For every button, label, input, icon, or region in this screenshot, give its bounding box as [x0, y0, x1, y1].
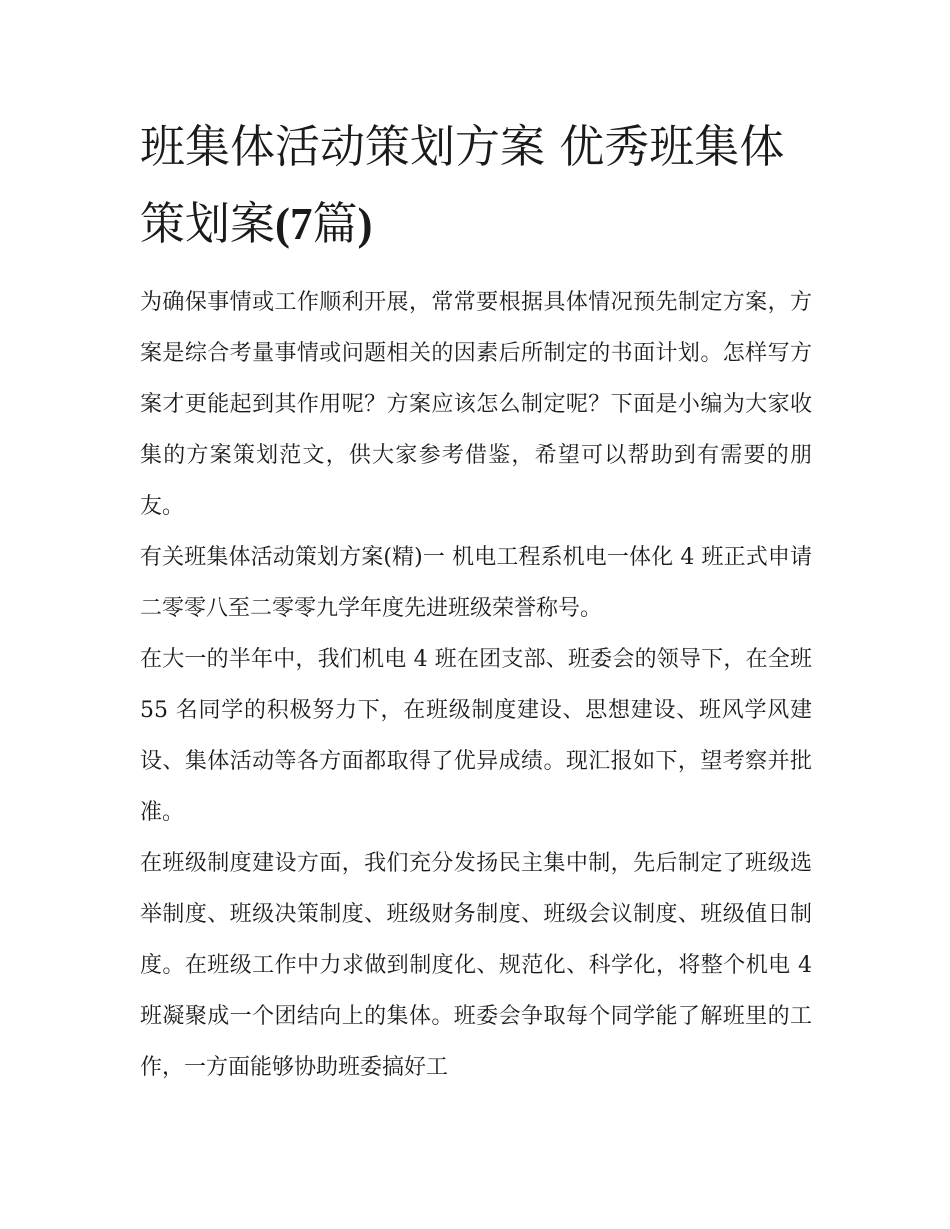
- paragraph-intro: 为确保事情或工作顺利开展，常常要根据具体情况预先制定方案，方案是综合考量事情或问题相关的因素后所制定的书面计划。怎样写方案才更能起到其作用呢？方案应该怎么制定呢？下面是小编为大家收集的方案策划范文，供大家参考借鉴，希望可以帮助到有需要的朋友。: [140, 290, 812, 519]
- paragraph-application: 有关班集体活动策划方案(精)一 机电工程系机电一体化 4 班正式申请二零零八至二零零九学年度先进班级荣誉称号。: [140, 545, 812, 621]
- title-main-text: 班集体活动策划方案 优秀班集体策划案: [140, 120, 785, 250]
- document-page: [140, 108, 812, 1093]
- title-count-unit: 篇: [312, 197, 358, 250]
- paragraph-system-building: 在班级制度建设方面，我们充分发扬民主集中制，先后制定了班级选举制度、班级决策制度、班级财务制度、班级会议制度、班级值日制度。在班级工作中力求做到制度化、规范化、科学化，将整个机电 4 班凝聚成一个团结向上的集体。班委会争取每个同学能了解班里的工作，一方面能够协助班委搞好工: [140, 851, 812, 1080]
- title-count-close: ): [357, 199, 373, 249]
- document-title: [140, 108, 812, 263]
- title-count-open: (7: [275, 199, 313, 249]
- paragraph-achievements: 在大一的半年中，我们机电 4 班在团支部、班委会的领导下，在全班 55 名同学的积极努力下，在班级制度建设、思想建设、班风学风建设、集体活动等各方面都取得了优异成绩。现汇报如下，望考察并批准。: [140, 647, 812, 825]
